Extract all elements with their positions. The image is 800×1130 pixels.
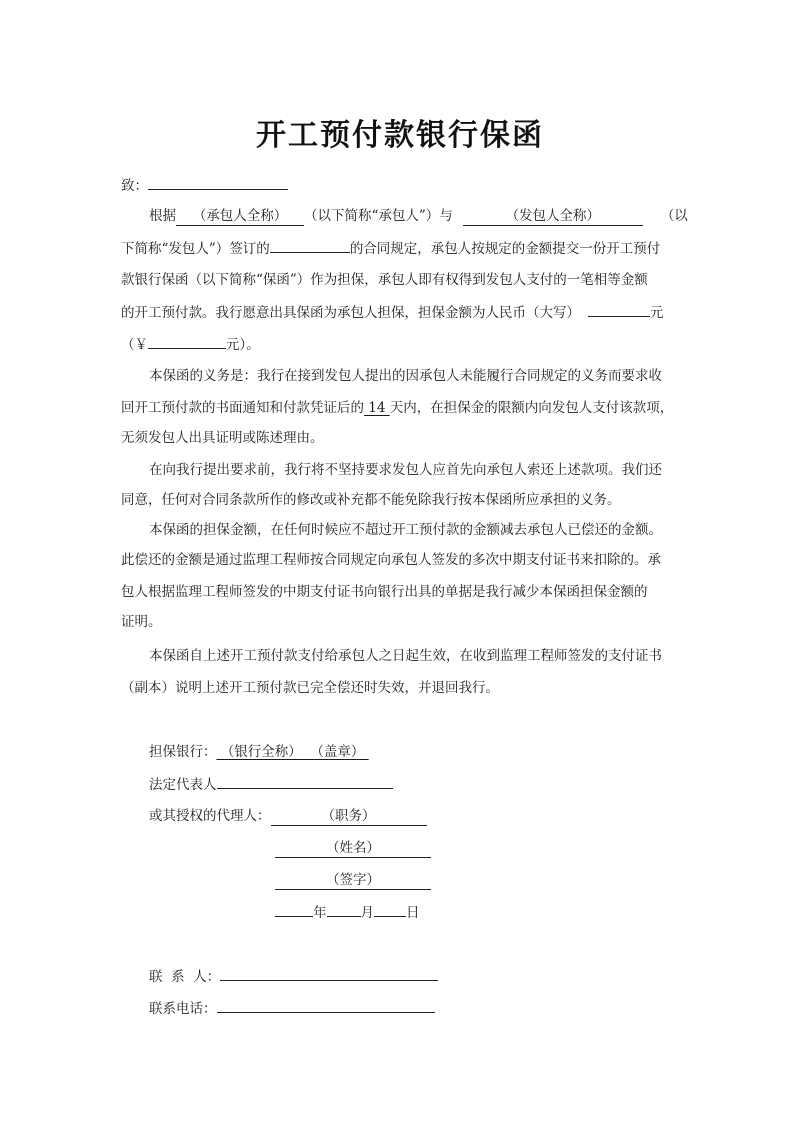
- year-blank: [275, 902, 313, 917]
- contact-phone-label: 联系电话：: [149, 1001, 217, 1017]
- para4-line2: 此偿还的金额是通过监理工程师按合同规定向承包人签发的多次中期支付证书来扣除的。承: [121, 552, 661, 568]
- para1-text: 元: [650, 305, 664, 321]
- bank-label: 担保银行：: [149, 744, 217, 760]
- para3-line1: 在向我行提出要求前，我行将不坚持要求发包人应首先向承包人索还上述款项。我们还: [149, 462, 662, 478]
- legal-rep-line: [149, 774, 393, 795]
- document-title: 开工预付款银行保函: [256, 118, 544, 153]
- para2-line3: 无须发包人出具证明或陈述理由。: [121, 430, 324, 446]
- para4-line4: 证明。: [121, 614, 162, 630]
- day-label: 日: [406, 905, 420, 921]
- agent-name-line: [275, 838, 431, 858]
- para1-line4: [121, 302, 664, 323]
- agent-label: 或其授权的代理人：: [149, 808, 271, 824]
- days-field: 14: [364, 400, 390, 416]
- para3-line2: 同意，任何对合同条款所作的修改或补充都不能免除我行按本保函所应承担的义务。: [121, 492, 621, 508]
- para2-text: 回开工预付款的书面通知和付款凭证后的: [121, 400, 364, 416]
- para1-text: （￥: [121, 337, 148, 353]
- agent-line: [149, 806, 427, 826]
- legal-rep-label: 法定代表人: [149, 777, 217, 793]
- to-label: 致：: [121, 178, 148, 194]
- para2-text: 天内，在担保金的限额内向发包人支付该款项，: [389, 400, 674, 416]
- para1-text: 根据: [149, 208, 176, 224]
- legal-rep-blank: [217, 774, 393, 789]
- agent-signature-line: [275, 870, 431, 890]
- month-blank: [327, 902, 361, 917]
- para1-text: 下简称“发包人”）签订的: [121, 241, 270, 257]
- amount-words-blank: [588, 302, 650, 317]
- recipient-blank: [148, 175, 288, 190]
- para2-line1: 本保函的义务是：我行在接到发包人提出的因承包人未能履行合同规定的义务而要求收: [149, 368, 662, 384]
- date-line: [275, 902, 420, 923]
- para1-text: （以: [660, 208, 688, 224]
- year-label: 年: [313, 905, 327, 921]
- contact-phone-line: [149, 998, 435, 1019]
- contractor-name-field: （承包人全称）: [176, 208, 304, 226]
- contact-phone-blank: [217, 998, 435, 1013]
- contact-person-blank: [220, 966, 438, 981]
- para1-text: 元）。: [226, 337, 260, 353]
- month-label: 月: [360, 905, 374, 921]
- para2-line2: [121, 398, 673, 418]
- para4-line3: 包人根据监理工程师签发的中期支付证书向银行出具的单据是我行减少本保函担保金额的: [121, 584, 648, 600]
- contract-blank: [270, 238, 350, 253]
- guarantor-bank-line: [149, 742, 369, 762]
- para1-text: 的合同规定，承包人按规定的金额提交一份开工预付: [349, 241, 661, 257]
- para1-text: （以下简称“承包人”）与: [304, 208, 453, 224]
- agent-signature-field: （签字）: [275, 872, 431, 890]
- para1-line2: [121, 238, 660, 259]
- para1-line1: [149, 206, 688, 226]
- para5-line2: （副本）说明上述开工预付款已完全偿还时失效，并退回我行。: [121, 680, 499, 696]
- para1-line5: [121, 334, 260, 355]
- agent-name-field: （姓名）: [275, 840, 431, 858]
- spacer: [453, 206, 463, 220]
- para1-line3: 款银行保函（以下简称“保函”）作为担保，承包人即有权得到发包人支付的一笔相等金额: [121, 272, 648, 288]
- para1-text: 的开工预付款。我行愿意出具保函为承包人担保，担保金额为人民币（大写）: [121, 305, 580, 321]
- agent-position-field: （职务）: [271, 808, 427, 826]
- contact-person-line: [149, 966, 438, 987]
- recipient-line: [121, 175, 288, 196]
- bank-name-field: （银行全称） （盖章）: [216, 744, 369, 760]
- amount-figures-blank: [148, 334, 226, 349]
- employer-name-field: （发包人全称）: [463, 208, 643, 226]
- contact-person-label: 联 系 人：: [149, 969, 221, 985]
- para4-line1: 本保函的担保金额，在任何时候应不超过开工预付款的金额减去承包人已偿还的金额。: [149, 522, 662, 538]
- day-blank: [374, 902, 406, 917]
- para5-line1: 本保函自上述开工预付款支付给承包人之日起生效，在收到监理工程师签发的支付证书: [149, 648, 662, 664]
